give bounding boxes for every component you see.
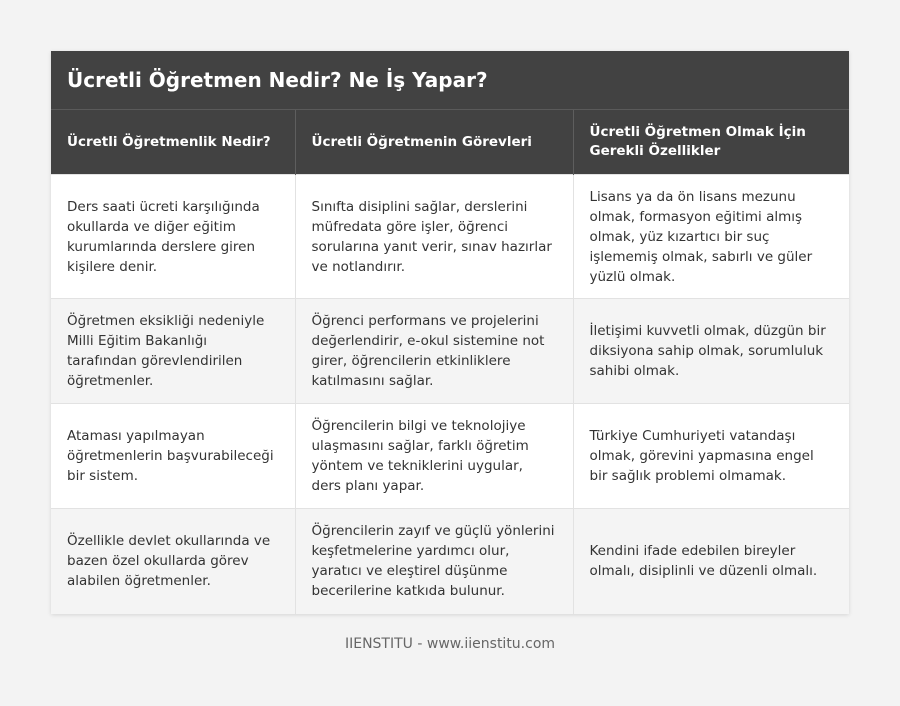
table-cell: Öğrencilerin zayıf ve güçlü yönlerini keşfetmelerine yardımcı olur, yaratıcı ve eleştirel düşünme becerilerine katkıda bulunur.: [295, 509, 573, 614]
info-table: [51, 110, 849, 614]
table-cell: Türkiye Cumhuriyeti vatandaşı olmak, görevini yapmasına engel bir sağlık problemi olmamak.: [573, 404, 849, 509]
table-cell: Öğrencilerin bilgi ve teknolojiye ulaşmasını sağlar, farklı öğretim yöntem ve tekniklerini uygular, ders planı yapar.: [295, 404, 573, 509]
table-cell: Ders saati ücreti karşılığında okullarda ve diğer eğitim kurumlarında derslere giren kişilere denir.: [51, 175, 295, 299]
column-header: Ücretli Öğretmen Olmak İçin Gerekli Özellikler: [573, 110, 849, 175]
column-header: Ücretli Öğretmenin Görevleri: [295, 110, 573, 175]
table-row: [51, 299, 849, 404]
table-cell: Kendini ifade edebilen bireyler olmalı, disiplinli ve düzenli olmalı.: [573, 509, 849, 614]
table-row: [51, 175, 849, 299]
table-cell: Öğrenci performans ve projelerini değerlendirir, e-okul sistemine not girer, öğrencilerin etkinliklere katılmasını sağlar.: [295, 299, 573, 404]
table-cell: Lisans ya da ön lisans mezunu olmak, formasyon eğitimi almış olmak, yüz kızartıcı bir suç işlememiş olmak, sabırlı ve güler yüzlü olmak.: [573, 175, 849, 299]
table-row: [51, 404, 849, 509]
footer-credit: IIENSTITU - www.iienstitu.com: [344, 636, 556, 652]
column-header: Ücretli Öğretmenlik Nedir?: [51, 110, 295, 175]
title-bar: [51, 51, 849, 110]
table-header-row: [51, 110, 849, 175]
info-card: [51, 51, 849, 614]
table-cell: Öğretmen eksikliği nedeniyle Milli Eğitim Bakanlığı tarafından görevlendirilen öğretmenler.: [51, 299, 295, 404]
table-row: [51, 509, 849, 614]
page-title: Ücretli Öğretmen Nedir? Ne İş Yapar?: [67, 68, 488, 92]
table-cell: Özellikle devlet okullarında ve bazen özel okullarda görev alabilen öğretmenler.: [51, 509, 295, 614]
table-cell: Ataması yapılmayan öğretmenlerin başvurabileceği bir sistem.: [51, 404, 295, 509]
table-cell: İletişimi kuvvetli olmak, düzgün bir diksiyona sahip olmak, sorumluluk sahibi olmak.: [573, 299, 849, 404]
table-cell: Sınıfta disiplini sağlar, derslerini müfredata göre işler, öğrenci sorularına yanıt verir, sınav hazırlar ve notlandırır.: [295, 175, 573, 299]
